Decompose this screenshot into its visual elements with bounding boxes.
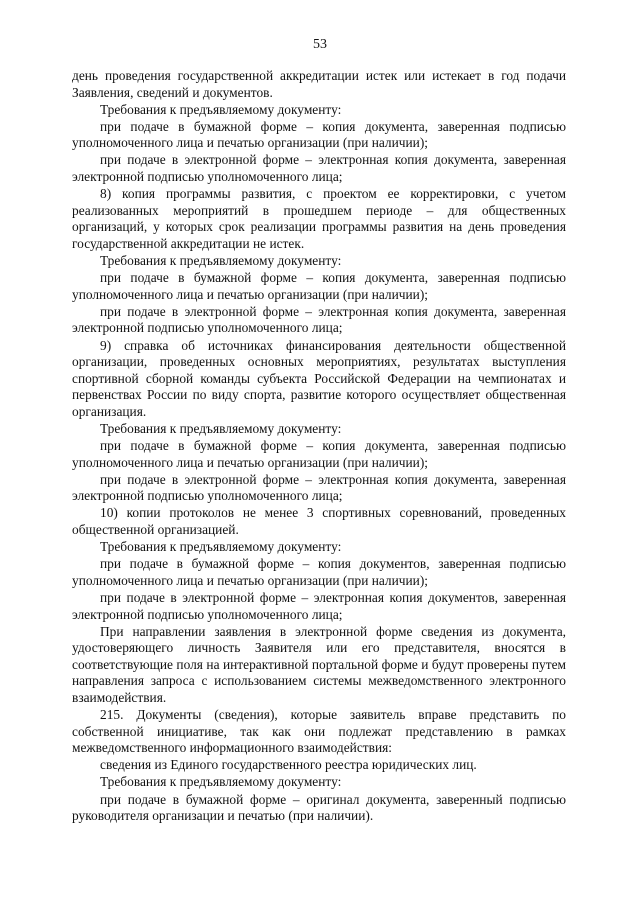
paragraph: при подаче в бумажной форме – копия документа, заверенная подписью уполномоченного лица и печатью организации (при наличии); bbox=[72, 438, 566, 470]
paragraph: Требования к предъявляемому документу: bbox=[100, 253, 342, 269]
page-number: 53 bbox=[313, 37, 327, 52]
paragraph: Требования к предъявляемому документу: bbox=[100, 420, 342, 436]
paragraph: при подаче в бумажной форме – копия документа, заверенная подписью уполномоченного лица и печатью организации (при наличии); bbox=[72, 270, 566, 302]
paragraph: 10) копии протоколов не менее 3 спортивных соревнований, проведенных общественной организацией. bbox=[72, 505, 566, 538]
paragraph: при подаче в бумажной форме – копия документов, заверенная подписью уполномоченного лица и печатью организации (при наличии); bbox=[72, 556, 566, 588]
paragraph: при подаче в бумажной форме – копия документа, заверенная подписью уполномоченного лица и печатью организации (при наличии); bbox=[72, 118, 566, 151]
paragraph: при подаче в бумажной форме – оригинал документа, заверенный подписью руководителя организации и печатью (при наличии). bbox=[72, 791, 566, 824]
paragraph: При направлении заявления в электронной форме сведения из документа, удостоверяющего личность Заявителя или его представителя, вносятся в соответствующие поля на интерактивной портальной форме и будут проверены путем направления запроса с использованием системы межведомственного электронного взаимодействия. bbox=[72, 623, 566, 705]
paragraph: 215. Документы (сведения), которые заявитель вправе представить по собственной инициативе, так как они подлежат представлению в рамках межведомственного информационного взаимодействия: bbox=[72, 707, 566, 756]
paragraph: Требования к предъявляемому документу: bbox=[100, 539, 342, 555]
paragraph: Требования к предъявляемому документу: bbox=[100, 774, 342, 790]
paragraph: 8) копия программы развития, с проектом ее корректировки, с учетом реализованных мероприятий в прошедшем периоде – для общественных организаций, у которых срок реализации программы развития на день проведения государственной аккредитации не истек. bbox=[72, 186, 566, 251]
paragraph: сведения из Единого государственного реестра юридических лиц. bbox=[100, 757, 477, 773]
paragraph: при подаче в электронной форме – электронная копия документа, заверенная электронной подписью уполномоченного лица; bbox=[72, 152, 566, 185]
paragraph: 9) справка об источниках финансирования деятельности общественной организации, проведенных основных мероприятиях, результатах выступления спортивной сборной команды субъекта Российской Федерации на чемпионатах и первенствах России по виду спорта, развитие которого осуществляет общественная организация. bbox=[72, 337, 566, 419]
paragraph: при подаче в электронной форме – электронная копия документа, заверенная электронной подписью уполномоченного лица; bbox=[72, 471, 566, 504]
paragraph: при подаче в электронной форме – электронная копия документов, заверенная электронной подписью уполномоченного лица; bbox=[72, 589, 566, 622]
document-body bbox=[72, 68, 566, 825]
paragraph: день проведения государственной аккредитации истек или истекает в год подачи Заявления, сведений и документов. bbox=[72, 68, 566, 100]
paragraph: при подаче в электронной форме – электронная копия документа, заверенная электронной подписью уполномоченного лица; bbox=[72, 303, 566, 336]
paragraph: Требования к предъявляемому документу: bbox=[100, 101, 342, 117]
